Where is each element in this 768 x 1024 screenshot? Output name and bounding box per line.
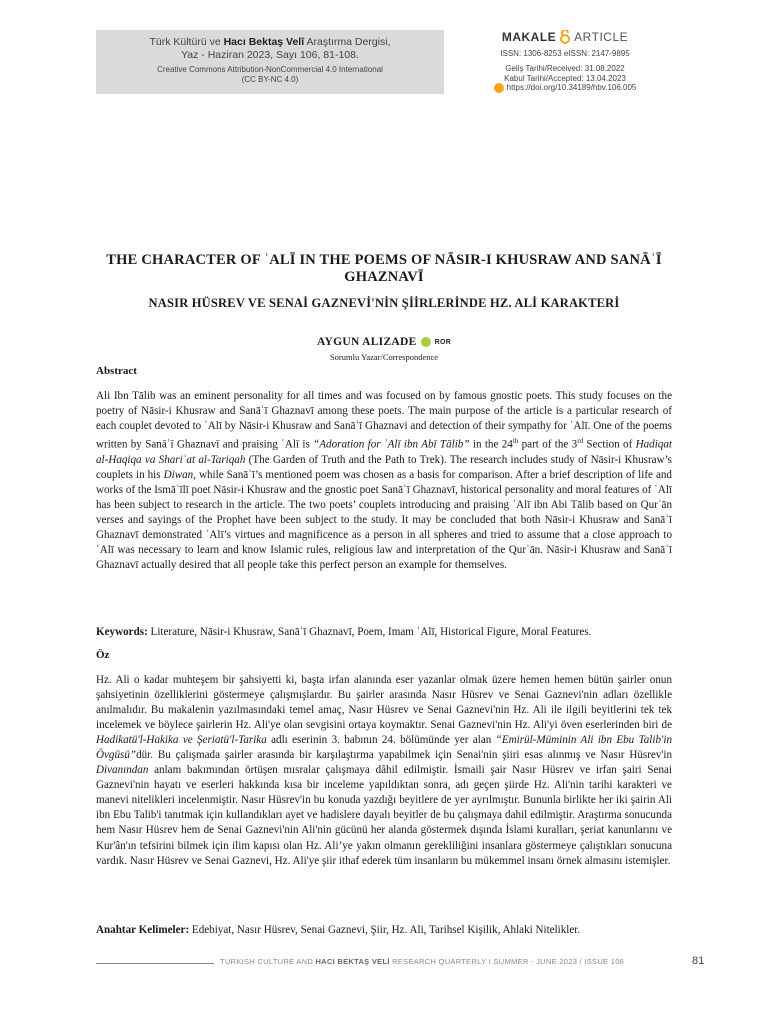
author-row	[96, 336, 672, 348]
author-name: AYGUN ALIZADE	[316, 336, 417, 348]
issue-info: Yaz - Haziran 2023, Sayı 106, 81-108.	[181, 49, 359, 61]
open-access-icon	[559, 30, 571, 44]
license-abbrev: (CC BY-NC 4.0)	[241, 75, 299, 84]
oz-heading: Öz	[96, 649, 110, 661]
accepted-date: Kabul Tarihi/Accepted: 13.04.2023	[504, 73, 626, 83]
oz-keywords: Anahtar Kelimeler: Edebiyat, Nasır Hüsrev, Senai Gaznevi, Şiir, Hz. Ali, Tarihsel Kişilik, Ahlaki Nitelikler.	[96, 924, 581, 936]
abstract-keywords: Keywords: Literature, Nāsir-i Khusraw, Sanāʾī Ghaznavī, Poem, Imam ʿAlī, Historical Figure, Moral Features.	[96, 626, 592, 638]
abstract-heading: Abstract	[96, 365, 137, 377]
journal-info-box	[96, 30, 444, 94]
footer-rule	[96, 963, 214, 964]
article-type: MAKALE ARTICLE	[501, 30, 629, 44]
license-line: Creative Commons Attribution-NonCommercial 4.0 International	[157, 65, 383, 74]
doi-row	[470, 83, 660, 93]
article-title: THE CHARACTER OF ʿALĪ IN THE POEMS OF NĀSIR-I KHUSRAW AND SANĀʾĪ GHAZNAVĪ	[106, 252, 662, 285]
doi-icon	[494, 83, 504, 93]
doi-link[interactable]: https://doi.org/10.34189/hbv.106.005	[506, 83, 637, 92]
article-subtitle: NASIR HÜSREV VE SENAİ GAZNEVİ'NİN ŞİİRLERİNDE HZ. ALİ KARAKTERİ	[148, 296, 620, 310]
received-date: Geliş Tarihi/Received: 31.08.2022	[505, 64, 625, 73]
orcid-icon[interactable]	[421, 337, 431, 347]
abstract-body: Ali Ibn Tālib was an eminent personality for all times and was focused on by famous gnostic poets. This study focuses on the poetry of Nāsir-i Khusraw and Sanāʾī Ghaznavī among these poets. The main purpose of the article is a particular research of each couplet devoted to ʿAlī by Nāsir-i Khusraw and Sanāʾī Ghaznavi and detection of their sympathy for ʿAlī. One of the poems written by Sanāʾī Ghaznavī and praising ʿAlī is “Adoration for ʿAlī ibn Abī Tālib” in the 24th part of the 3rd Section of Hadiqat al-Haqiqa va Shariʿat al-Tariqah (The Garden of Truth and the Path to Trek). The research includes study of Nāsir-i Khusraw’s couplets in his Diwan, while Sanāʾī’s mentioned poem was chosen as a basis for comparison. After a brief description of life and works of the Ismāʿīlī poet Nāsir-i Khusraw and the gnostic poet Sanāʾī Ghaznavī, historical personality and moral features of ʿAlī has been subject to research in the article. The two poets’ couplets introducing and praising ʿAlī ibn Abi Tālib based on Qurʾān verses and sayings of the Prophet have been subject to the study. It may be concluded that both Nāsir-i Khusraw and Sanāʾī Ghaznavī demonstrated ʿAlī’s virtues and magnificence as a person in all spheres and tried to assume that a close approach to ʿAlī was necessary to learn and know Islamic rules, religious law and interpretation of the Qurʾān. Nāsir-i Khusraw and Sanāʾī Ghaznavī actually desired that all people take this perfect person an example for themselves.	[96, 390, 672, 572]
correspondence-label: Sorumlu Yazar/Correspondence	[329, 352, 439, 362]
journal-name: Türk Kültürü ve Hacı Bektaş Velî Araştırma Dergisi,	[149, 36, 391, 48]
article-meta	[470, 30, 660, 93]
oz-body: Hz. Ali o kadar muhteşem bir şahsiyetti ki, başta irfan alanında eser yazanlar olmak üzere hemen hemen bütün şairler onun şahsiyetinin özelliklerini göstermeye çalışmışlardır. Bu şairler arasında Nasır Hüsrev ve Senai Gaznevi'nin adları özellikle anılmalıdır. Bu makalenin yazılmasındaki temel amaç, Nasır Hüsrev ve Senai Gaznevi'nin Hz. Ali ile ilgili beyitlerini tek tek incelemek ve böylece şairlerin Hz. Ali'ye olan sevgisini ortaya koymaktır. Senai Gaznevi'nin Hz. Ali'yi öven eserlerinden biri de Hadikatü'l-Hakika ve Şeriatü'l-Tarika adlı eserinin 3. babının 24. bölümünde yer alan “Emirül-Müminin Ali ibn Ebu Talib'in Övgüsü”dür. Bu çalışmada şairler arasında bir karşılaştırma yapabilmek için Senai'nin şiiri esas alınmış ve Nasır Hüsrev'in Divanından anlam bakımından örtüşen mısralar çalışmaya dâhil edilmiştir. İsmaili şair Nasır Hüsrev ve irfan şairi Senai Gaznevi'nin hayatı ve eserleri hakkında kısa bir inceleme yapıldıktan sonra, adı geçen şiirde Hz. Ali'nin tarihi karakteri ve manevi nitelikleri incelenmiştir. Nasır Hüsrev'in bu konuda yazdığı beyitlere de yer ayrılmıştır. Bununla birlikte her iki şairin Ali ibn Ebu Talib'i tanıtmak için kullandıkları ayet ve hadislere dayalı beyitler de bu çalışmaya dahil edilmiştir. Araştırma sonucunda hem Nasır Hüsrev hem de Senai Gaznevi'nin Ali'nin gücünü her alanda göstermek dışında İslami kuralları, şeriat kanunlarını ve Kur'ân'ın tefsirini bilmek için ilim kapısı olan Hz. Ali’ye yakın olmanın gerekliliğini insanlara göstermeye çalıştıkları sonucuna vardık. Nasır Hüsrev ve Senai Gaznevi, Hz. Ali'ye şiir ithaf ederek tüm insanların bu mükemmel insanı örnek almasını istemişler.	[96, 674, 672, 867]
page-number: 81	[692, 955, 705, 967]
ror-icon[interactable]: ROR	[434, 338, 452, 346]
page-footer	[96, 956, 706, 970]
footer-journal: TURKISH CULTURE AND HACI BEKTAŞ VELİ RESEARCH QUARTERLY I SUMMER - JUNE 2023 / ISSUE 106	[220, 957, 625, 966]
issn: ISSN: 1306-8253 eISSN: 2147-9895	[500, 49, 630, 58]
